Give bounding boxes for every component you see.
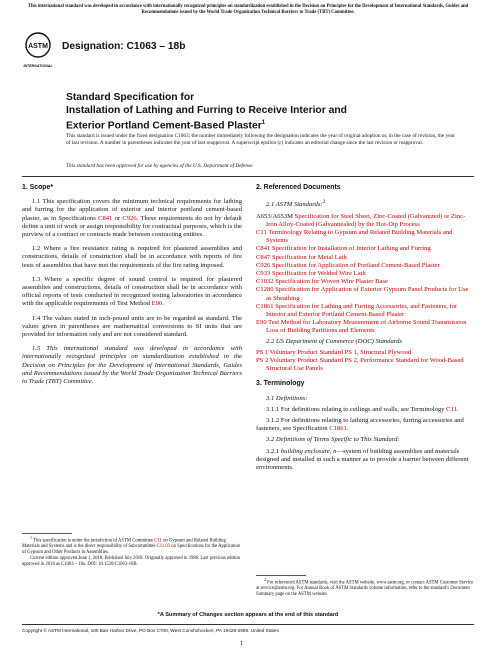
summary-of-changes-note: *A Summary of Changes section appears at the end of this standard bbox=[157, 612, 339, 618]
standard-title: Specification for Woven Wire Plaster Base bbox=[273, 278, 388, 286]
term-3-2: 3.2 Definitions of Terms Specific to This Standard: bbox=[266, 436, 400, 444]
standard-title: Specification for Installation of Interior Lathing and Furring bbox=[270, 245, 431, 253]
standard-code[interactable]: C1280 bbox=[256, 286, 274, 294]
doc-ref-ps1[interactable]: PS 1 Voluntary Product Standard PS 1, Structural Plywood bbox=[256, 348, 412, 356]
scope-1-5: 1.5 This international standard was developed in accordance with internationally recognized principles on standardization established in the Decision on Principles for the Development of International Standards, Guides and Recommendations issued by the World Trade Organization Technical Barriers to Trade (TBT) Committee. bbox=[22, 345, 242, 386]
ref-link-c926[interactable]: C926 bbox=[122, 214, 137, 222]
footnote-2: $^2$ For referenced ASTM standards, visit the ASTM website, www.astm.org, or contact ASTM Customer Service at service@astm.org. For Annual Book of ASTM Standards volume information, refer to the standard's Document Summary page on the ASTM website. bbox=[256, 575, 474, 598]
referenced-standard-item[interactable] bbox=[256, 229, 474, 245]
title-line-1: Standard Specification for bbox=[66, 92, 195, 103]
fn-link-c11[interactable]: C11 bbox=[154, 538, 162, 544]
terminology-heading: 3. Terminology bbox=[256, 380, 305, 388]
astm-standards-label: 2.1 ASTM Standards:$^2$ bbox=[266, 199, 326, 209]
dod-approval-note: This standard has been approved for use by agencies of the U.S. Department of Defense. bbox=[66, 163, 254, 169]
scope-1-3: 1.3 Where a specific degree of sound control is required for plastered assemblies and constructions, details of construction shall be in accordance with official reports of tests conducted in recognized testing laboratories in accordance with the applicable requirements of Test Method E90. bbox=[22, 275, 242, 308]
referenced-standards-list bbox=[256, 213, 474, 336]
scope-heading: 1. Scope* bbox=[22, 184, 54, 191]
logo-text: INTERNATIONAL bbox=[23, 64, 53, 68]
standard-title: Specification for Welded Wire Lath bbox=[270, 270, 366, 278]
standard-code[interactable]: C841 bbox=[256, 245, 271, 253]
fn-link-c11-03[interactable]: C11.03 bbox=[156, 544, 171, 550]
standard-code[interactable]: C933 bbox=[256, 270, 271, 278]
page-number: 1 bbox=[240, 640, 244, 647]
standard-code[interactable]: C1032 bbox=[256, 278, 274, 286]
copyright-divider bbox=[22, 624, 474, 625]
scope-1-2: 1.2 Where a fire resistance rating is required for plastered assemblies and constructions, details of construction shall be in accordance with reports of fire tests of assemblies that have met the requirements of the fire rating imposed. bbox=[22, 245, 242, 269]
term-3-1-1: 3.1.1 For definitions relating to ceilings and walls, see Terminology C11. bbox=[266, 405, 459, 413]
standard-code[interactable]: C11 bbox=[256, 229, 267, 236]
scope-1-4: 1.4 The values stated in inch-pound units are to be regarded as standard. The values given in parentheses are mathematical conversions to SI units that are provided for information only and are not considered standard. bbox=[22, 314, 242, 339]
document-title bbox=[66, 92, 446, 133]
referenced-standard-item[interactable] bbox=[256, 262, 474, 270]
title-line-3: Exterior Portland Cement-Based Plaster$^1$ bbox=[66, 120, 266, 132]
standard-title: Specification for Application of Exterior Gypsum Panel Products for Use as Sheathing bbox=[266, 286, 469, 302]
referenced-standard-item[interactable] bbox=[256, 270, 474, 278]
referenced-standard-item[interactable] bbox=[256, 245, 474, 253]
right-column bbox=[256, 184, 474, 475]
ref-link-e90[interactable]: E90 bbox=[151, 300, 163, 308]
standard-title: Specification for Metal Lath bbox=[270, 253, 347, 261]
referenced-standard-item[interactable] bbox=[256, 286, 474, 302]
referenced-standard-item[interactable] bbox=[256, 319, 474, 335]
standard-title: Specification for Application of Portland Cement-Based Plaster bbox=[270, 261, 440, 269]
standard-code[interactable]: A653/A653M bbox=[256, 212, 293, 220]
refs-heading: 2. Referenced Documents bbox=[256, 184, 341, 191]
ref-link-c841[interactable]: C841 bbox=[98, 214, 113, 222]
standard-code[interactable]: C1861 bbox=[256, 302, 274, 310]
tbt-notice: This international standard was developed in accordance with internationally recognized principles on standardization established in the Decision on Principles for the Development of International Standards, Guides and Recommendations issued by the World Trade Organization Technical Barriers to Trade (TBT) Committee. bbox=[27, 4, 469, 15]
referenced-standard-item[interactable] bbox=[256, 278, 474, 286]
title-footnote-mark: 1 bbox=[261, 120, 266, 127]
doc-standards-label: 2.2 US Department of Commerce (DOC) Standards bbox=[266, 337, 402, 345]
astm-logo bbox=[22, 31, 54, 71]
referenced-standard-item[interactable] bbox=[256, 213, 474, 229]
ref-link-c11[interactable]: C11 bbox=[446, 405, 457, 413]
doc-ref-ps2[interactable]: PS 2 Voluntary Product Standard PS 2, Performance Standard for Wood-Based Structural Use Panels bbox=[256, 357, 464, 373]
designation: Designation: C1063 – 18b bbox=[62, 41, 186, 52]
footnote-divider bbox=[256, 575, 306, 576]
footnote-divider bbox=[22, 533, 72, 534]
referenced-standard-item[interactable] bbox=[256, 254, 474, 262]
term-3-1-2: 3.1.2 For definitions relating to lathing accessories, furring accessories and fasteners, see Specification C1861. bbox=[256, 417, 464, 433]
standard-code[interactable]: E90 bbox=[256, 319, 267, 327]
copyright: Copyright © ASTM International, 100 Barr Harbor Drive, PO Box C700, West Conshohocken, PA 19428-2959. United States bbox=[22, 628, 279, 633]
left-column bbox=[22, 184, 242, 392]
standard-title: Test Method for Laboratory Measurement of Airborne Sound Transmission Loss of Building Partitions and Elements bbox=[266, 319, 467, 335]
ref-link-c1861[interactable]: C1861 bbox=[329, 425, 347, 433]
referenced-standard-item[interactable] bbox=[256, 303, 474, 319]
standard-code[interactable]: C847 bbox=[256, 253, 271, 261]
term-3-2-1: 3.2.1 building enclosure, n—system of building assemblies and materials designed and installed in such a manner as to provide a barrier between different environments. bbox=[256, 447, 469, 472]
issuance-note: This standard is issued under the fixed designation C1063; the number immediately following the designation indicates the year of original adoption or, in the case of revision, the year of last revision. A number in parentheses indicates the year of last reapproval. A superscript epsilon (ε) indicates an editorial change since the last revision or reapproval. bbox=[66, 133, 455, 146]
svg-text:ASTM: ASTM bbox=[28, 43, 48, 50]
title-line-2: Installation of Lathing and Furring to Receive Interior and bbox=[66, 104, 347, 116]
scope-1-1: 1.1 This specification covers the minimum technical requirements for lathing and furring for the application of exterior and interior portland cement-based plaster, as in Specifications C841 or C926. These requirements do not by default define a unit of work or assign responsibility for contractual purposes, which is the purview of a contract or contracts made between contracting entities. bbox=[22, 198, 243, 239]
header-divider bbox=[22, 176, 474, 177]
standard-title: Terminology Relating to Gypsum and Related Building Materials and Systems bbox=[266, 229, 453, 245]
term-3-1: 3.1 Definitions: bbox=[266, 394, 308, 402]
footnote-1: $^1$ This specification is under the jurisdiction of ASTM Committee C11 on Gypsum and Related Building Materials and Systems and is the direct responsibility of Subcommittee C11.03 on Specifications for the Application of Gypsum and Other Products in Assemblies. Current edition approved June 1, 2018. Published July 2018. Originally approved in 1986. Last previous edition approved in 2018 as C1063 – 18a. DOI: 10.1520/C1063-18B. bbox=[22, 533, 242, 568]
standard-code[interactable]: C926 bbox=[256, 261, 271, 269]
standard-title: Specification for Steel Sheet, Zinc-Coated (Galvanized) or Zinc-Iron Alloy-Coated (Galvannealed) by the Hot-Dip Process bbox=[266, 212, 466, 228]
standard-title: Specification for Lathing and Furring Accessories, and Fasteners, for Interior and Exterior Portland Cement-Based Plaster bbox=[266, 302, 458, 319]
